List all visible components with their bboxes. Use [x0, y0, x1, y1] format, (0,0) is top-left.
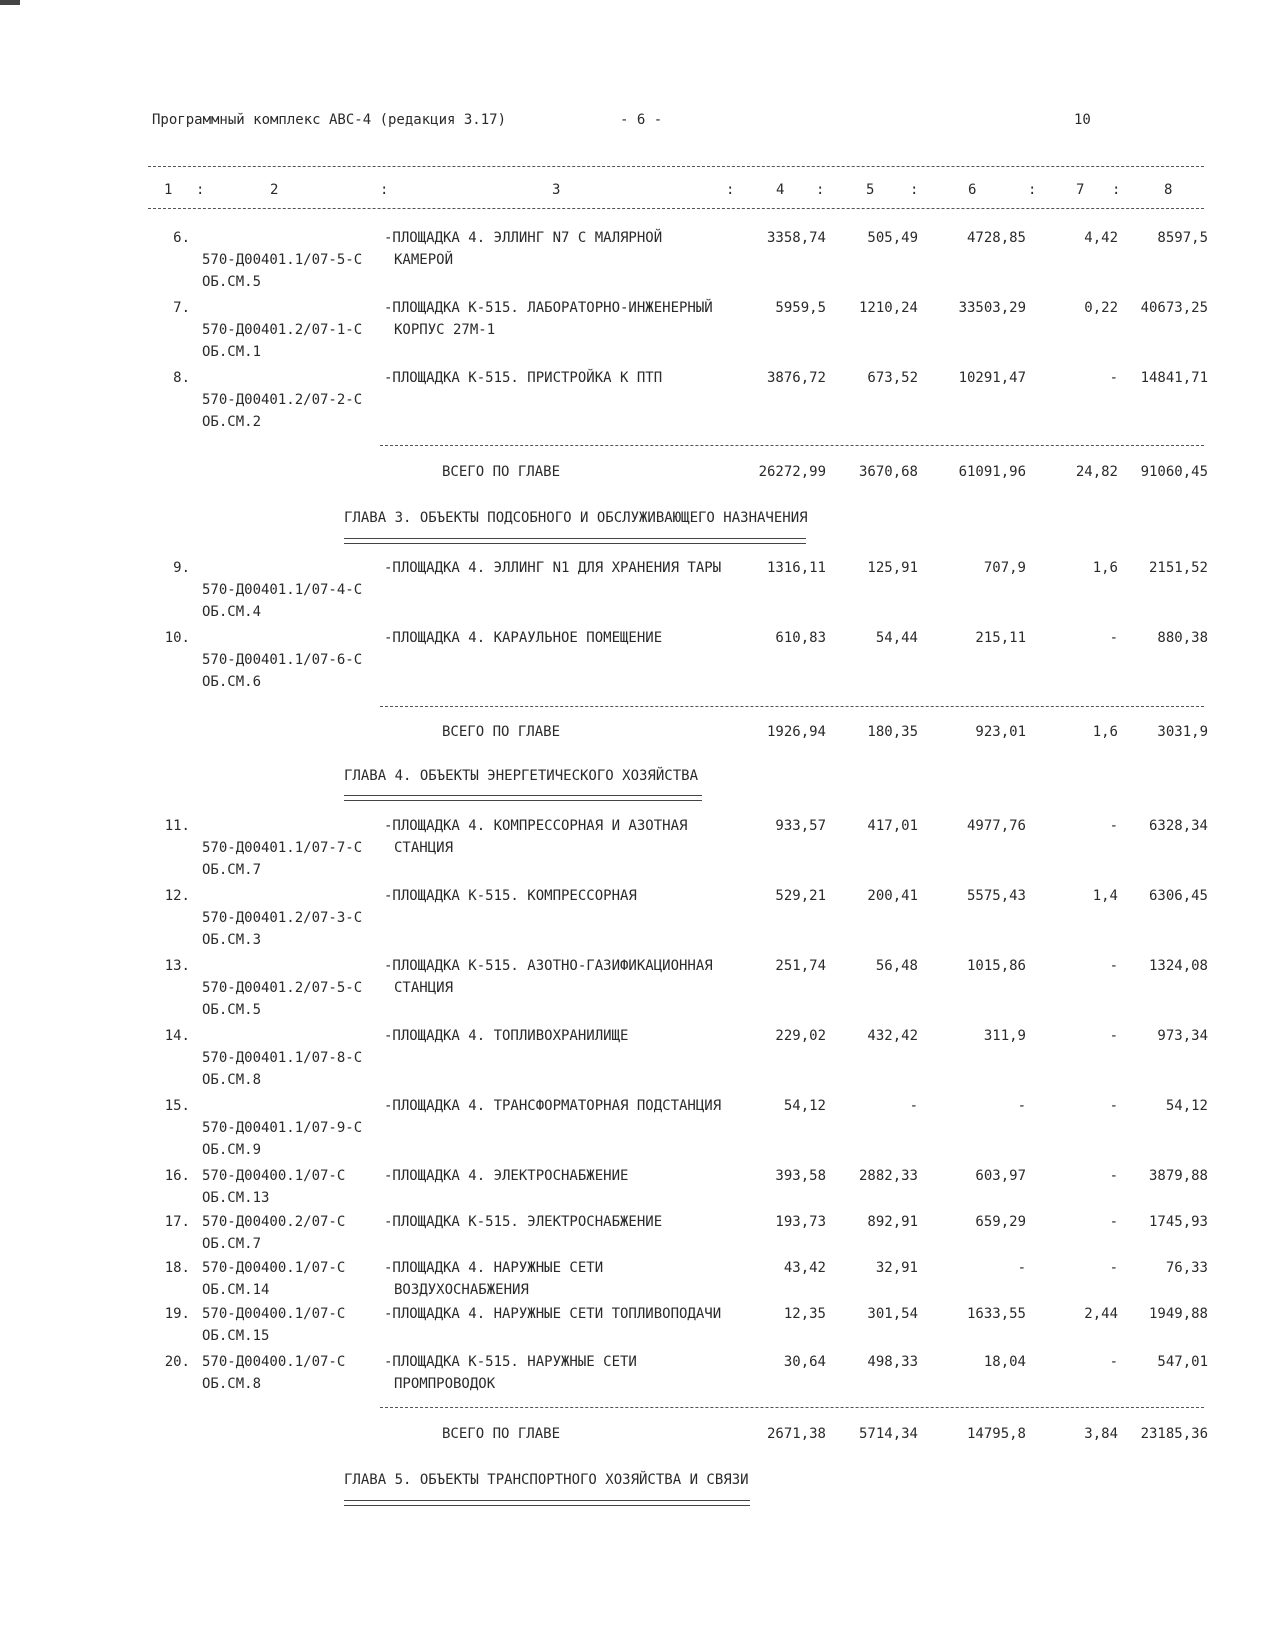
total-c7: 24,82 — [1075, 464, 1118, 480]
col-1: 1 — [164, 182, 173, 198]
total-c6: 61091,96 — [958, 464, 1026, 480]
row-number: 12. — [164, 888, 190, 904]
col-2: 2 — [270, 182, 279, 198]
row-c6: 659,29 — [975, 1214, 1026, 1230]
row-number: 18. — [164, 1260, 190, 1276]
total-label: ВСЕГО ПО ГЛАВЕ — [442, 724, 561, 740]
row-c8: 6328,34 — [1148, 818, 1208, 834]
row-object: ОБ.СМ.14 — [202, 1282, 270, 1298]
row-code: 570-Д00401.2/07-2-С — [202, 392, 363, 408]
row-c7: - — [1109, 818, 1118, 834]
row-c6: 10291,47 — [958, 370, 1026, 386]
row-c5: 498,33 — [867, 1354, 918, 1370]
row-c8: 14841,71 — [1140, 370, 1208, 386]
row-c5: 432,42 — [867, 1028, 918, 1044]
row-object: ОБ.СМ.13 — [202, 1190, 270, 1206]
row-object: ОБ.СМ.9 — [202, 1142, 262, 1158]
row-c7: - — [1109, 370, 1118, 386]
total-c8: 3031,9 — [1157, 724, 1208, 740]
row-c5: 32,91 — [875, 1260, 918, 1276]
row-c7: - — [1109, 1260, 1118, 1276]
row-c6: 1015,86 — [966, 958, 1026, 974]
subtotal-rule — [380, 706, 1204, 707]
row-number: 13. — [164, 958, 190, 974]
row-c4: 393,58 — [775, 1168, 826, 1184]
row-number: 7. — [173, 300, 190, 316]
row-code: 570-Д00401.2/07-3-С — [202, 910, 363, 926]
col-sep: : — [726, 182, 735, 198]
row-c7: - — [1109, 1028, 1118, 1044]
row-c7: - — [1109, 1168, 1118, 1184]
page-number: - 6 - — [620, 112, 663, 128]
row-number: 6. — [173, 230, 190, 246]
row-c8: 3879,88 — [1148, 1168, 1208, 1184]
col-sep: : — [196, 182, 205, 198]
row-c4: 3876,72 — [766, 370, 826, 386]
header-top-rule — [148, 166, 1204, 167]
scan-corner-mark — [0, 0, 20, 5]
total-c5: 180,35 — [867, 724, 918, 740]
row-number: 20. — [164, 1354, 190, 1370]
row-c6: 1633,55 — [966, 1306, 1026, 1322]
row-c5: 2882,33 — [858, 1168, 918, 1184]
row-c6: 4977,76 — [966, 818, 1026, 834]
col-4: 4 — [776, 182, 785, 198]
row-name-cont: СТАНЦИЯ — [394, 840, 454, 856]
row-c7: - — [1109, 1354, 1118, 1370]
row-c7: 4,42 — [1084, 230, 1118, 246]
row-code: 570-Д00401.1/07-6-С — [202, 652, 363, 668]
total-label: ВСЕГО ПО ГЛАВЕ — [442, 1426, 561, 1442]
row-code: 570-Д00400.1/07-С — [202, 1306, 346, 1322]
row-c6: 33503,29 — [958, 300, 1026, 316]
row-name: -ПЛОЩАДКА 4. НАРУЖНЫЕ СЕТИ — [384, 1260, 604, 1276]
col-sep: : — [910, 182, 919, 198]
row-name: -ПЛОЩАДКА 4. ТРАНСФОРМАТОРНАЯ ПОДСТАНЦИЯ — [384, 1098, 722, 1114]
row-code: 570-Д00401.1/07-5-С — [202, 252, 363, 268]
row-name: -ПЛОЩАДКА 4. КОМПРЕССОРНАЯ И АЗОТНАЯ — [384, 818, 688, 834]
row-object: ОБ.СМ.7 — [202, 1236, 262, 1252]
row-c5: 301,54 — [867, 1306, 918, 1322]
row-object: ОБ.СМ.1 — [202, 344, 262, 360]
row-c4: 5959,5 — [775, 300, 826, 316]
row-object: ОБ.СМ.5 — [202, 1002, 262, 1018]
row-c6: 215,11 — [975, 630, 1026, 646]
row-c7: - — [1109, 1214, 1118, 1230]
row-c8: 547,01 — [1157, 1354, 1208, 1370]
chapter-underline — [344, 1500, 750, 1506]
row-code: 570-Д00401.1/07-7-С — [202, 840, 363, 856]
row-c4: 43,42 — [783, 1260, 826, 1276]
row-c4: 610,83 — [775, 630, 826, 646]
row-c6: 707,9 — [983, 560, 1026, 576]
row-c4: 193,73 — [775, 1214, 826, 1230]
row-name: -ПЛОЩАДКА 4. ЭЛЕКТРОСНАБЖЕНИЕ — [384, 1168, 629, 1184]
col-3: 3 — [552, 182, 561, 198]
total-c6: 923,01 — [975, 724, 1026, 740]
row-c4: 529,21 — [775, 888, 826, 904]
row-object: ОБ.СМ.3 — [202, 932, 262, 948]
row-number: 11. — [164, 818, 190, 834]
row-c5: 54,44 — [875, 630, 918, 646]
row-c4: 54,12 — [783, 1098, 826, 1114]
col-sep: : — [816, 182, 825, 198]
row-object: ОБ.СМ.8 — [202, 1072, 262, 1088]
row-object: ОБ.СМ.7 — [202, 862, 262, 878]
row-number: 17. — [164, 1214, 190, 1230]
total-c7: 1,6 — [1092, 724, 1118, 740]
row-name-cont: ПРОМПРОВОДОК — [394, 1376, 496, 1392]
row-c6: - — [1017, 1098, 1026, 1114]
col-7: 7 — [1076, 182, 1085, 198]
row-c4: 251,74 — [775, 958, 826, 974]
row-c6: 5575,43 — [966, 888, 1026, 904]
row-c8: 1745,93 — [1148, 1214, 1208, 1230]
row-number: 19. — [164, 1306, 190, 1322]
row-c5: 505,49 — [867, 230, 918, 246]
chapter-underline — [344, 795, 702, 801]
row-number: 10. — [164, 630, 190, 646]
row-name: -ПЛОЩАДКА 4. ЭЛЛИНГ N7 С МАЛЯРНОЙ — [384, 230, 663, 246]
row-code: 570-Д00400.1/07-С — [202, 1354, 346, 1370]
row-c7: 0,22 — [1084, 300, 1118, 316]
total-c6: 14795,8 — [966, 1426, 1026, 1442]
row-number: 16. — [164, 1168, 190, 1184]
col-sep: : — [380, 182, 389, 198]
row-c5: 417,01 — [867, 818, 918, 834]
row-name: -ПЛОЩАДКА К-515. ПРИСТРОЙКА К ПТП — [384, 370, 663, 386]
row-c5: 200,41 — [867, 888, 918, 904]
row-number: 8. — [173, 370, 190, 386]
header-bottom-rule — [148, 208, 1204, 209]
row-code: 570-Д00401.2/07-5-С — [202, 980, 363, 996]
row-name-cont: КОРПУС 27М-1 — [394, 322, 496, 338]
total-label: ВСЕГО ПО ГЛАВЕ — [442, 464, 561, 480]
total-c8: 23185,36 — [1140, 1426, 1208, 1442]
row-c7: - — [1109, 630, 1118, 646]
col-8: 8 — [1164, 182, 1173, 198]
row-name: -ПЛОЩАДКА К-515. КОМПРЕССОРНАЯ — [384, 888, 637, 904]
row-number: 9. — [173, 560, 190, 576]
row-name: -ПЛОЩАДКА 4. ЭЛЛИНГ N1 ДЛЯ ХРАНЕНИЯ ТАРЫ — [384, 560, 722, 576]
row-c8: 8597,5 — [1157, 230, 1208, 246]
row-name: -ПЛОЩАДКА К-515. НАРУЖНЫЕ СЕТИ — [384, 1354, 637, 1370]
row-c6: 311,9 — [983, 1028, 1026, 1044]
row-object: ОБ.СМ.6 — [202, 674, 262, 690]
row-code: 570-Д00401.1/07-9-С — [202, 1120, 363, 1136]
row-name: -ПЛОЩАДКА 4. НАРУЖНЫЕ СЕТИ ТОПЛИВОПОДАЧИ — [384, 1306, 722, 1322]
row-c6: - — [1017, 1260, 1026, 1276]
row-c4: 12,35 — [783, 1306, 826, 1322]
row-object: ОБ.СМ.5 — [202, 274, 262, 290]
row-object: ОБ.СМ.15 — [202, 1328, 270, 1344]
row-c8: 40673,25 — [1140, 300, 1208, 316]
row-c8: 973,34 — [1157, 1028, 1208, 1044]
row-c7: 1,6 — [1092, 560, 1118, 576]
subtotal-rule — [380, 445, 1204, 446]
row-c8: 1949,88 — [1148, 1306, 1208, 1322]
col-sep: : — [1112, 182, 1121, 198]
program-title: Программный комплекс АВС-4 (редакция 3.17) — [152, 112, 507, 128]
row-c8: 1324,08 — [1148, 958, 1208, 974]
total-c5: 3670,68 — [858, 464, 918, 480]
row-code: 570-Д00401.2/07-1-С — [202, 322, 363, 338]
subtotal-rule — [380, 1407, 1204, 1408]
total-c8: 91060,45 — [1140, 464, 1208, 480]
col-5: 5 — [866, 182, 875, 198]
col-6: 6 — [968, 182, 977, 198]
row-c6: 18,04 — [983, 1354, 1026, 1370]
total-c4: 26272,99 — [758, 464, 826, 480]
row-number: 15. — [164, 1098, 190, 1114]
row-c8: 76,33 — [1165, 1260, 1208, 1276]
row-name: -ПЛОЩАДКА 4. КАРАУЛЬНОЕ ПОМЕЩЕНИЕ — [384, 630, 663, 646]
total-c4: 1926,94 — [766, 724, 826, 740]
row-name-cont: ВОЗДУХОСНАБЖЕНИЯ — [394, 1282, 529, 1298]
row-c6: 603,97 — [975, 1168, 1026, 1184]
row-object: ОБ.СМ.4 — [202, 604, 262, 620]
chapter-heading: ГЛАВА 5. ОБЪЕКТЫ ТРАНСПОРТНОГО ХОЗЯЙСТВА И СВЯЗИ — [344, 1472, 749, 1488]
row-c5: - — [909, 1098, 918, 1114]
row-name: -ПЛОЩАДКА К-515. ЛАБОРАТОРНО-ИНЖЕНЕРНЫЙ — [384, 300, 713, 316]
row-c7: 1,4 — [1092, 888, 1118, 904]
row-name-cont: КАМЕРОЙ — [394, 252, 454, 268]
page-ref: 10 — [1074, 112, 1091, 128]
row-c7: - — [1109, 958, 1118, 974]
row-name: -ПЛОЩАДКА 4. ТОПЛИВОХРАНИЛИЩЕ — [384, 1028, 629, 1044]
row-code: 570-Д00401.1/07-8-С — [202, 1050, 363, 1066]
row-c6: 4728,85 — [966, 230, 1026, 246]
row-code: 570-Д00401.1/07-4-С — [202, 582, 363, 598]
row-c4: 229,02 — [775, 1028, 826, 1044]
row-number: 14. — [164, 1028, 190, 1044]
row-c8: 6306,45 — [1148, 888, 1208, 904]
row-c8: 2151,52 — [1148, 560, 1208, 576]
row-code: 570-Д00400.1/07-С — [202, 1168, 346, 1184]
row-c5: 56,48 — [875, 958, 918, 974]
chapter-underline — [344, 538, 806, 544]
row-name: -ПЛОЩАДКА К-515. ЭЛЕКТРОСНАБЖЕНИЕ — [384, 1214, 663, 1230]
col-sep: : — [1028, 182, 1037, 198]
row-c5: 125,91 — [867, 560, 918, 576]
row-c8: 54,12 — [1165, 1098, 1208, 1114]
row-name-cont: СТАНЦИЯ — [394, 980, 454, 996]
row-c7: - — [1109, 1098, 1118, 1114]
total-c5: 5714,34 — [858, 1426, 918, 1442]
row-object: ОБ.СМ.2 — [202, 414, 262, 430]
row-c5: 673,52 — [867, 370, 918, 386]
chapter-heading: ГЛАВА 4. ОБЪЕКТЫ ЭНЕРГЕТИЧЕСКОГО ХОЗЯЙСТВА — [344, 768, 699, 784]
row-c4: 1316,11 — [766, 560, 826, 576]
row-c7: 2,44 — [1084, 1306, 1118, 1322]
row-c4: 933,57 — [775, 818, 826, 834]
row-c5: 1210,24 — [858, 300, 918, 316]
row-c4: 30,64 — [783, 1354, 826, 1370]
row-code: 570-Д00400.1/07-С — [202, 1260, 346, 1276]
total-c4: 2671,38 — [766, 1426, 826, 1442]
chapter-heading: ГЛАВА 3. ОБЪЕКТЫ ПОДСОБНОГО И ОБСЛУЖИВАЮЩЕГО НАЗНАЧЕНИЯ — [344, 510, 808, 526]
row-name: -ПЛОЩАДКА К-515. АЗОТНО-ГАЗИФИКАЦИОННАЯ — [384, 958, 713, 974]
row-c4: 3358,74 — [766, 230, 826, 246]
row-code: 570-Д00400.2/07-С — [202, 1214, 346, 1230]
row-c5: 892,91 — [867, 1214, 918, 1230]
row-c8: 880,38 — [1157, 630, 1208, 646]
total-c7: 3,84 — [1084, 1426, 1118, 1442]
row-object: ОБ.СМ.8 — [202, 1376, 262, 1392]
